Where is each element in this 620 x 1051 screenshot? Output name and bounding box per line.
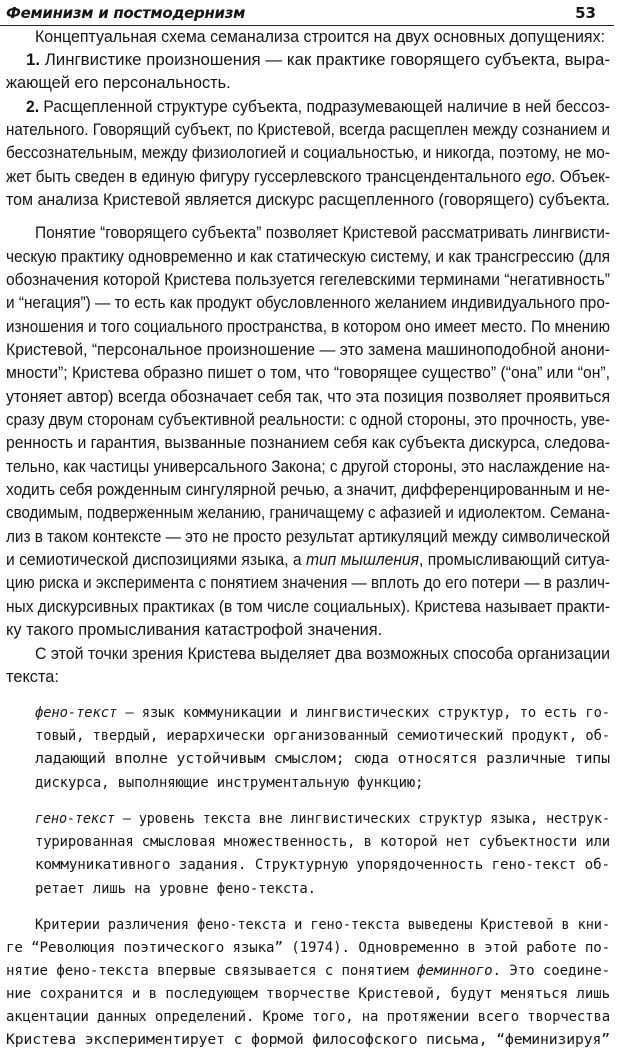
text-run: ку такого промысливания катастрофой значения. (6, 621, 383, 639)
text-line (6, 1006, 610, 1028)
italic-term: феминного (417, 963, 493, 979)
text-run: текста: (6, 668, 59, 686)
text-line (6, 666, 59, 688)
text-line (35, 878, 316, 900)
text-line (26, 49, 610, 71)
italic-term: гено-текст (35, 811, 115, 827)
text-line (6, 246, 610, 268)
text-run: ладающий вполне устойчивым смыслом; сюда относятся различные типы (35, 751, 610, 767)
italic-term: ego (525, 168, 552, 186)
text-line (6, 189, 610, 211)
text-line (6, 983, 610, 1005)
text-line (6, 526, 610, 548)
text-run: жающей его персональность. (6, 74, 231, 92)
text-line (6, 142, 610, 164)
text-run: ренность и гарантия, вызванные познанием себя как субъекта дискурса, следова- (6, 434, 610, 452)
text-run: Кристева экспериментирует с формой философского письма, “феминизируя” (6, 1032, 610, 1048)
text-line (6, 316, 610, 338)
text-line (6, 596, 610, 618)
text-line (35, 772, 423, 794)
text-line (35, 26, 605, 48)
text-run: обозначения которой Кристева пользуется гегелевскими терминами “негативность” (6, 271, 610, 289)
text-run: Лингвистике произношения — как практике говорящего субъекта, выра- (40, 51, 611, 69)
text-run: нательного. Говорящий субъект, по Кристевой, всегда расщеплен между сознанием и (6, 121, 610, 139)
text-line (6, 432, 610, 454)
text-line (35, 702, 610, 724)
text-run: . Объек- (551, 168, 610, 186)
text-line (6, 479, 610, 501)
text-run: коммуникативного задания. Структурную упорядоченность гено-текст об- (35, 857, 610, 873)
text-run: ходить себя рожденным сингулярной речью, а значит, дифференцированным и не- (6, 481, 610, 499)
text-run: — уровень текста вне лингвистических структур языка, неструк- (114, 811, 610, 827)
text-line (35, 854, 610, 876)
text-run: . Это соедине- (492, 963, 610, 979)
text-run: Расщепленной структуре субъекта, подразумевающей наличие в ней бессоз- (39, 98, 610, 116)
text-run: жет быть сведен в единую фигуру гуссерлевского трансцендентального (6, 168, 526, 186)
running-title: Феминизм и постмодернизм (6, 4, 246, 22)
text-line (6, 72, 231, 94)
text-run: Концептуальная схема семанализа строится на двух основных допущениях: (35, 28, 605, 46)
text-line (6, 269, 610, 291)
text-run: изношения и того социального пространства, в котором оно имеет место. По мнению (6, 318, 610, 336)
text-line (6, 339, 610, 361)
text-run: ретает лишь на уровне фено-текста. (35, 881, 316, 897)
text-line (6, 549, 610, 571)
text-line (35, 725, 610, 747)
text-line (35, 748, 610, 770)
text-run: мности”; Кристева образно пишет о том, что “говорящее существо” (“она” или “он”, (6, 364, 610, 382)
text-line (35, 643, 610, 665)
text-run: Критерии различения фено-текста и гено-текста выведены Кристевой в кни- (35, 917, 610, 933)
text-run: ге “Революция поэтического языка” (1974). Одновременно в этой работе по- (6, 940, 610, 956)
text-run: ных дискурсивных практиках (в том числе социальных). Кристева называет практи- (6, 598, 610, 616)
text-run: Понятие “говорящего субъекта” позволяет Кристевой рассматривать лингвисти- (35, 224, 610, 242)
text-run: утоняет автор) всегда обозначает себя так, что эта позиция позволяет проявиться (6, 388, 610, 406)
text-line (6, 619, 382, 641)
text-line (6, 960, 610, 982)
text-run: сводимым, подверженным желанию, граничащему с афазией и идиолектом. Семана- (6, 504, 610, 522)
text-line (35, 914, 610, 936)
text-run: бессознательным, между физиологией и социальностью, и никогда, поэтому, не мо- (6, 144, 610, 162)
text-run: лиз в таком контексте — это не просто результат артикуляций между символической (6, 528, 610, 546)
page-number: 53 (575, 4, 596, 22)
text-line (6, 292, 610, 314)
text-line (6, 502, 610, 524)
text-run: тельно, как частицы универсального Закона; с другой стороны, это наслаждение на- (6, 458, 610, 476)
text-line (6, 362, 610, 384)
text-run: и семиотической диспозициями языка, а (6, 551, 306, 569)
text-run: цию риска и эксперимента с понятием значения — вплоть до его потери — в различ- (6, 574, 610, 592)
list-number: 2. (26, 98, 40, 116)
text-line (35, 222, 610, 244)
text-line (6, 386, 610, 408)
list-number: 1. (26, 51, 41, 69)
text-run: том анализа Кристевой является дискурс расщепленного (говорящего) субъекта. (6, 191, 610, 209)
text-run: турированная смысловая множественность, в которой нет субъектности или (35, 834, 610, 850)
text-line (35, 808, 610, 830)
text-run: акцентации данных определений. Кроме того, на протяжении всего творчества (6, 1009, 610, 1025)
italic-term: тип мышления (305, 551, 420, 569)
text-line (35, 831, 610, 853)
text-line (6, 409, 610, 431)
italic-term: фено-текст (35, 705, 118, 721)
text-run: нятие фено-текста впервые связывается с понятием (6, 963, 418, 979)
text-line (6, 166, 610, 188)
text-run: С этой точки зрения Кристева выделяет два возможных способа организации (35, 645, 610, 663)
text-run: ние сохранится и в последующем творчестве Кристевой, будут меняться лишь (6, 986, 610, 1002)
text-run: , промысливающий ситуа- (419, 551, 610, 569)
text-line (6, 937, 610, 959)
text-run: ческую практику одновременно и как статическую систему, и как трансгрессию (для (6, 248, 610, 266)
text-run: сразу двум сторонам субъективной реальности: с одной стороны, это прочность, уве- (6, 411, 610, 429)
text-run: дискурса, выполняющие инструментальную функцию; (35, 775, 424, 791)
text-line (26, 96, 610, 118)
text-run: Кристевой, “персональное произношение — это замена машиноподобной анони- (6, 341, 610, 359)
text-run: и “негация”) — то есть как продукт обусловленного желанием индивидуального про- (6, 294, 610, 312)
text-line (6, 119, 610, 141)
text-line (6, 456, 610, 478)
text-run: — язык коммуникации и лингвистических структур, то есть го- (117, 705, 610, 721)
text-line (6, 572, 610, 594)
text-line (6, 1029, 610, 1051)
text-run: товый, твердый, иерархически организованный семиотический продукт, об- (35, 728, 610, 744)
